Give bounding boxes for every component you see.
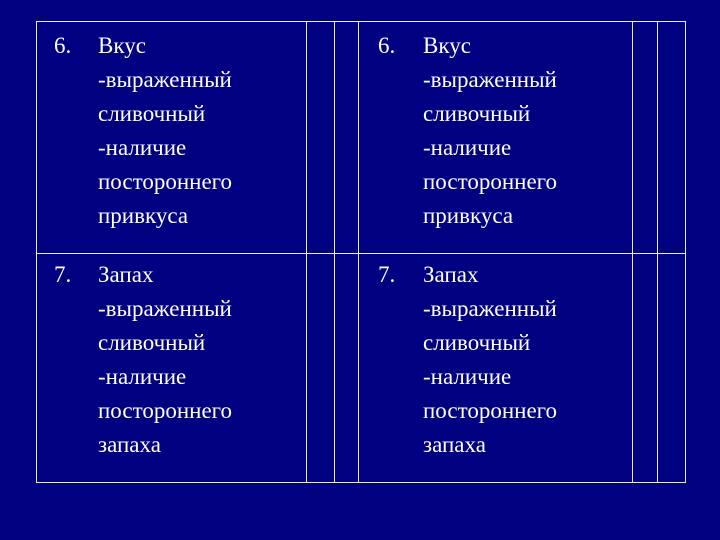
criterion-line: постороннего [423, 169, 558, 194]
criterion-line: -наличие [98, 135, 187, 160]
criterion-line: привкуса [98, 203, 189, 228]
criterion-line: сливочный [98, 101, 206, 126]
criterion-title: Вкус [423, 33, 471, 58]
table-column-divider [334, 21, 335, 483]
table-column-divider [306, 21, 307, 483]
criterion-line: запаха [98, 432, 161, 457]
criterion-title: Вкус [98, 33, 146, 58]
criterion-cell [423, 29, 557, 233]
criterion-line: запаха [423, 432, 486, 457]
table-border-top [36, 21, 686, 22]
criterion-line: -выраженный [98, 67, 232, 92]
table-border-right [685, 21, 686, 483]
criterion-line: -наличие [423, 135, 512, 160]
criterion-line: -выраженный [423, 296, 557, 321]
criterion-cell [98, 258, 232, 462]
criterion-line: постороннего [98, 169, 233, 194]
criterion-line: сливочный [423, 101, 531, 126]
criterion-cell [98, 29, 232, 233]
table-column-divider [358, 21, 359, 483]
row-number: 7. [378, 262, 396, 287]
row-number: 6. [378, 33, 396, 58]
table-border-bottom [36, 482, 686, 483]
criteria-table [36, 21, 686, 483]
table-column-divider [657, 21, 658, 483]
table-column-divider [632, 21, 633, 483]
criterion-line: -наличие [423, 364, 512, 389]
criterion-line: сливочный [423, 330, 531, 355]
criterion-title: Запах [423, 262, 479, 287]
table-row-divider [36, 253, 686, 254]
row-number: 6. [54, 33, 72, 58]
criterion-line: -наличие [98, 364, 187, 389]
criterion-title: Запах [98, 262, 154, 287]
criterion-line: сливочный [98, 330, 206, 355]
criterion-line: привкуса [423, 203, 514, 228]
criterion-cell [423, 258, 557, 462]
criterion-line: -выраженный [423, 67, 557, 92]
criterion-line: -выраженный [98, 296, 232, 321]
table-border-left [36, 21, 37, 483]
row-number: 7. [54, 262, 72, 287]
criterion-line: постороннего [98, 398, 233, 423]
criterion-line: постороннего [423, 398, 558, 423]
